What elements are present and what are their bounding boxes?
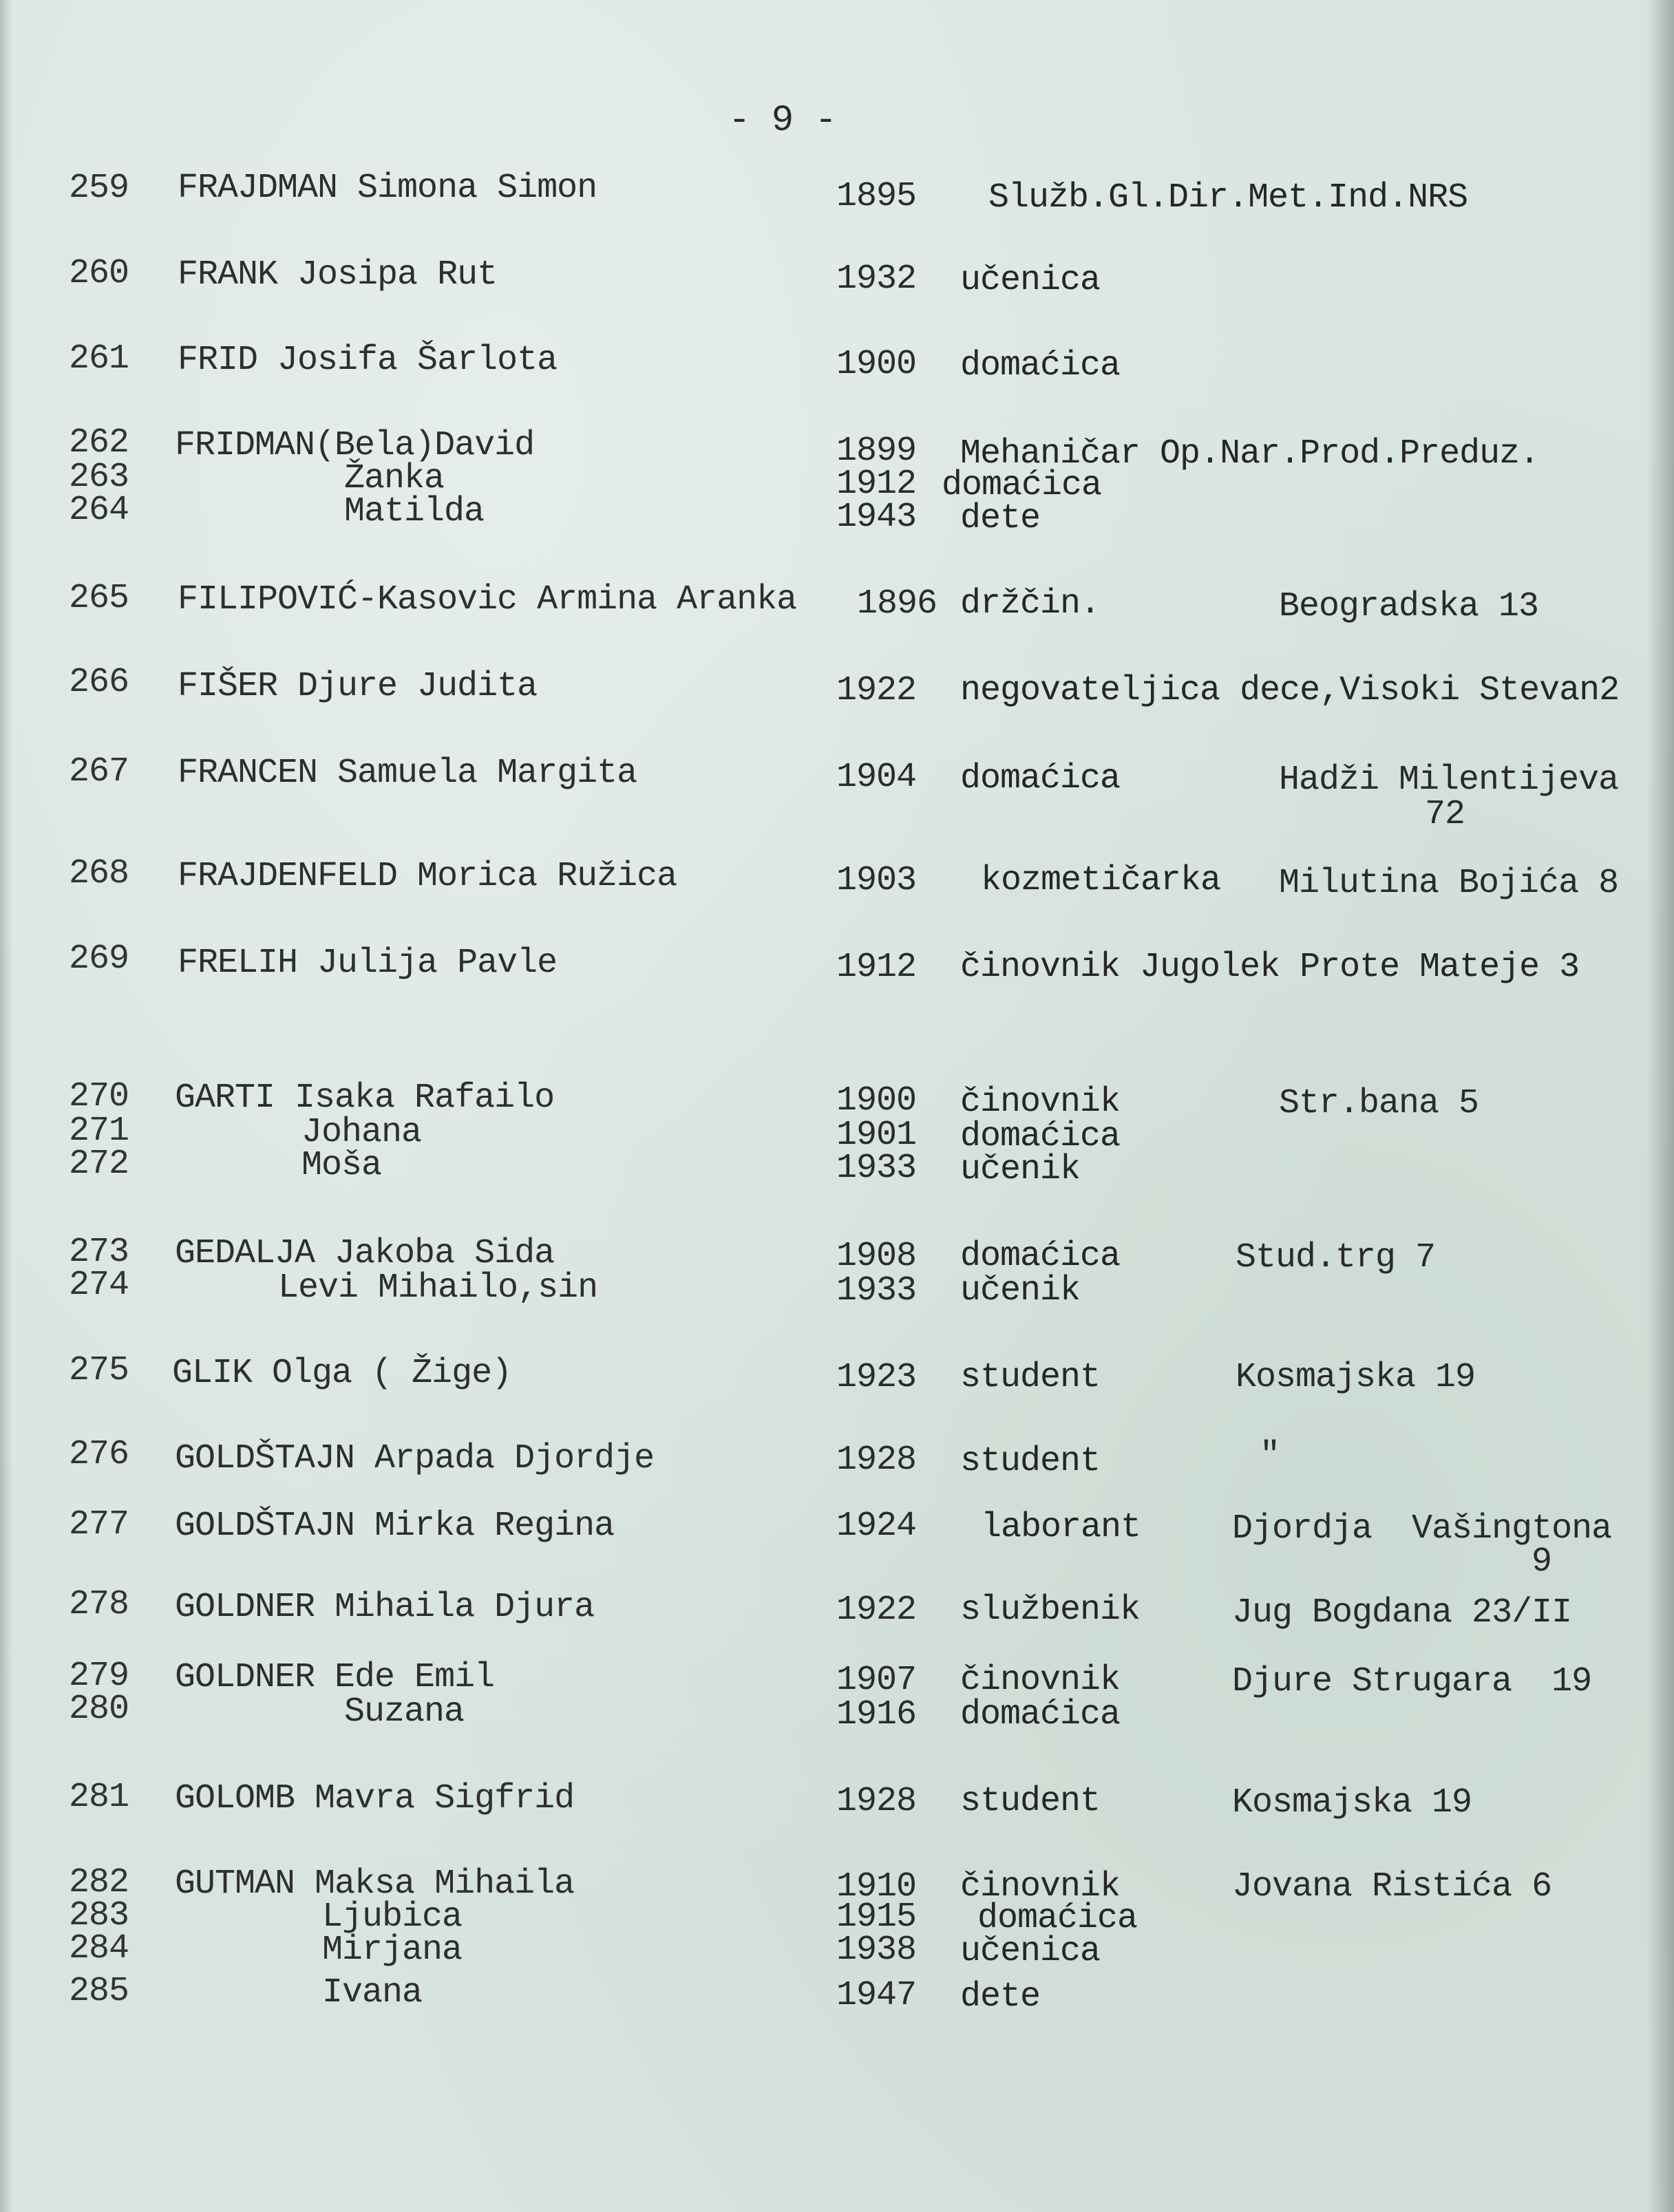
page-edge-shadow-left <box>0 0 12 2212</box>
entry-occupation: dete <box>960 1977 1041 2017</box>
entry-occupation: službenik <box>960 1591 1141 1630</box>
entry-address: Djure Strugara 19 <box>1232 1662 1592 1701</box>
entry-address-continuation: 72 <box>1425 795 1465 834</box>
entry-occupation: domaćica <box>942 466 1102 505</box>
entry-year: 1912 <box>836 465 917 504</box>
entry-name: Johana <box>301 1113 422 1152</box>
entry-number: 267 <box>69 752 129 791</box>
entry-address: Milutina Bojića 8 <box>1279 864 1619 903</box>
entry-year: 1932 <box>836 259 917 299</box>
entry-occupation: domaćica <box>960 759 1121 798</box>
entry-occupation: činovnik <box>960 1083 1121 1122</box>
entry-year: 1943 <box>836 498 917 537</box>
entry-occupation: student <box>960 1442 1101 1481</box>
entry-name: FRIDMAN(Bela)David <box>175 426 535 465</box>
entry-name: GEDALJA Jakoba Sida <box>175 1234 555 1273</box>
entry-occupation: student <box>960 1358 1101 1397</box>
entry-year: 1912 <box>836 948 917 987</box>
entry-address: Beogradska 13 <box>1279 587 1539 626</box>
entry-year: 1901 <box>836 1116 917 1155</box>
entry-number: 279 <box>69 1657 129 1696</box>
entry-occupation: domaćica <box>960 1237 1121 1276</box>
entry-name: Matilda <box>344 492 485 531</box>
entry-address: Str.bana 5 <box>1279 1084 1479 1123</box>
entry-number: 278 <box>69 1585 129 1624</box>
entry-name: FILIPOVIĆ-Kasovic Armina Aranka <box>178 580 797 619</box>
page-number: - 9 - <box>728 100 837 142</box>
entry-year: 1922 <box>836 1591 917 1630</box>
entry-year: 1908 <box>836 1237 917 1276</box>
entry-name: Ivana <box>322 1973 423 2012</box>
entry-occupation: negovateljica dece,Visoki Stevan2 <box>960 671 1620 710</box>
entry-occupation: učenik <box>960 1271 1081 1310</box>
entry-address: Kosmajska 19 <box>1232 1783 1472 1822</box>
entry-occupation: držčin. <box>960 584 1101 624</box>
entry-number: 283 <box>69 1896 129 1935</box>
entry-number: 284 <box>69 1929 129 1968</box>
entry-year: 1938 <box>836 1931 917 1970</box>
entry-year: 1895 <box>836 177 917 216</box>
entry-occupation: domaćica <box>977 1899 1138 1938</box>
entry-year: 1915 <box>836 1897 917 1937</box>
entry-year: 1933 <box>836 1271 917 1310</box>
entry-occupation: činovnik <box>960 1867 1121 1906</box>
entry-occupation: kozmetičarka <box>981 861 1221 900</box>
entry-number: 271 <box>69 1112 129 1151</box>
entry-number: 268 <box>69 854 129 893</box>
entry-number: 275 <box>69 1351 129 1390</box>
entry-name: FRANK Josipa Rut <box>178 255 498 295</box>
entry-number: 266 <box>69 663 129 702</box>
entry-name: GLIK Olga ( Žige) <box>172 1354 512 1393</box>
entry-number: 259 <box>69 169 129 208</box>
entry-name: GUTMAN Maksa Mihaila <box>175 1864 575 1904</box>
entry-year: 1928 <box>836 1440 917 1480</box>
entry-occupation: Služb.Gl.Dir.Met.Ind.NRS <box>988 178 1468 217</box>
entry-number: 280 <box>69 1690 129 1729</box>
entry-number: 277 <box>69 1505 129 1544</box>
entry-year: 1924 <box>836 1507 917 1546</box>
entry-year: 1903 <box>836 861 917 900</box>
entry-address-continuation: 9 <box>1532 1542 1552 1582</box>
entry-year: 1910 <box>836 1867 917 1906</box>
entry-year: 1904 <box>836 758 917 797</box>
entry-occupation: domaćica <box>960 1117 1121 1156</box>
entry-name: Levi Mihailo,sin <box>278 1268 598 1308</box>
page-edge-shadow-right <box>1646 0 1674 2212</box>
entry-address: Djordja Vašingtona <box>1232 1509 1612 1549</box>
entry-name: Žanka <box>344 459 445 498</box>
entry-year: 1907 <box>836 1661 917 1700</box>
entry-name: GARTI Isaka Rafailo <box>175 1078 555 1118</box>
entry-name: GOLDŠTAJN Mirka Regina <box>175 1507 615 1546</box>
entry-number: 260 <box>69 254 129 293</box>
entry-occupation: činovnik Jugolek Prote Mateje 3 <box>960 948 1580 987</box>
entry-number: 272 <box>69 1145 129 1184</box>
entry-year: 1896 <box>857 584 937 624</box>
entry-year: 1900 <box>836 1081 917 1120</box>
entry-name: FIŠER Djure Judita <box>178 667 538 706</box>
entry-year: 1916 <box>836 1695 917 1734</box>
entry-address-ditto: " <box>1260 1436 1280 1476</box>
entry-name: FRID Josifa Šarlota <box>178 341 558 380</box>
entry-number: 282 <box>69 1863 129 1902</box>
entry-occupation: laborant <box>981 1508 1141 1547</box>
entry-occupation: dete <box>960 499 1041 538</box>
entry-number: 276 <box>69 1435 129 1474</box>
entry-name: Suzana <box>344 1692 465 1732</box>
entry-name: Moša <box>301 1146 382 1185</box>
entry-address: Kosmajska 19 <box>1236 1358 1476 1397</box>
entry-number: 261 <box>69 339 129 379</box>
entry-name: FRELIH Julija Pavle <box>178 944 558 983</box>
entry-occupation: učenica <box>960 261 1101 300</box>
entry-number: 281 <box>69 1778 129 1817</box>
entry-name: FRAJDMAN Simona Simon <box>178 169 597 208</box>
entry-number: 274 <box>69 1266 129 1305</box>
entry-name: FRANCEN Samuela Margita <box>178 754 637 793</box>
entry-name: Mirjana <box>322 1931 463 1970</box>
entry-year: 1922 <box>836 671 917 710</box>
entry-number: 264 <box>69 491 129 530</box>
entry-number: 270 <box>69 1077 129 1116</box>
entry-number: 262 <box>69 423 129 462</box>
entry-year: 1923 <box>836 1358 917 1397</box>
entry-occupation: domaćica <box>960 1695 1121 1734</box>
entry-occupation: student <box>960 1782 1101 1821</box>
entry-occupation: domaćica <box>960 346 1121 385</box>
entry-name: FRAJDENFELD Morica Ružica <box>178 857 677 896</box>
entry-year: 1947 <box>836 1976 917 2015</box>
entry-number: 265 <box>69 579 129 618</box>
entry-name: GOLOMB Mavra Sigfrid <box>175 1779 575 1818</box>
entry-year: 1933 <box>836 1149 917 1188</box>
entry-address: Stud.trg 7 <box>1236 1238 1436 1277</box>
entry-year: 1900 <box>836 345 917 384</box>
entry-number: 263 <box>69 458 129 497</box>
entry-occupation: činovnik <box>960 1661 1121 1700</box>
entry-name: GOLDŠTAJN Arpada Djordje <box>175 1439 655 1478</box>
entry-address: Jovana Ristića 6 <box>1232 1867 1552 1906</box>
entry-occupation: Mehaničar Op.Nar.Prod.Preduz. <box>960 434 1540 474</box>
entry-year: 1928 <box>836 1782 917 1821</box>
entry-name: GOLDNER Ede Emil <box>175 1658 495 1697</box>
entry-number: 273 <box>69 1233 129 1272</box>
entry-occupation: učenica <box>960 1932 1101 1971</box>
entry-name: GOLDNER Mihaila Djura <box>175 1588 595 1627</box>
entry-number: 285 <box>69 1972 129 2011</box>
entry-year: 1899 <box>836 432 917 471</box>
entry-address: Hadži Milentijeva <box>1279 761 1619 800</box>
entry-address: Jug Bogdana 23/II <box>1232 1593 1572 1633</box>
entry-number: 269 <box>69 939 129 979</box>
entry-occupation: učenik <box>960 1150 1081 1189</box>
entry-name: Ljubica <box>322 1897 463 1937</box>
